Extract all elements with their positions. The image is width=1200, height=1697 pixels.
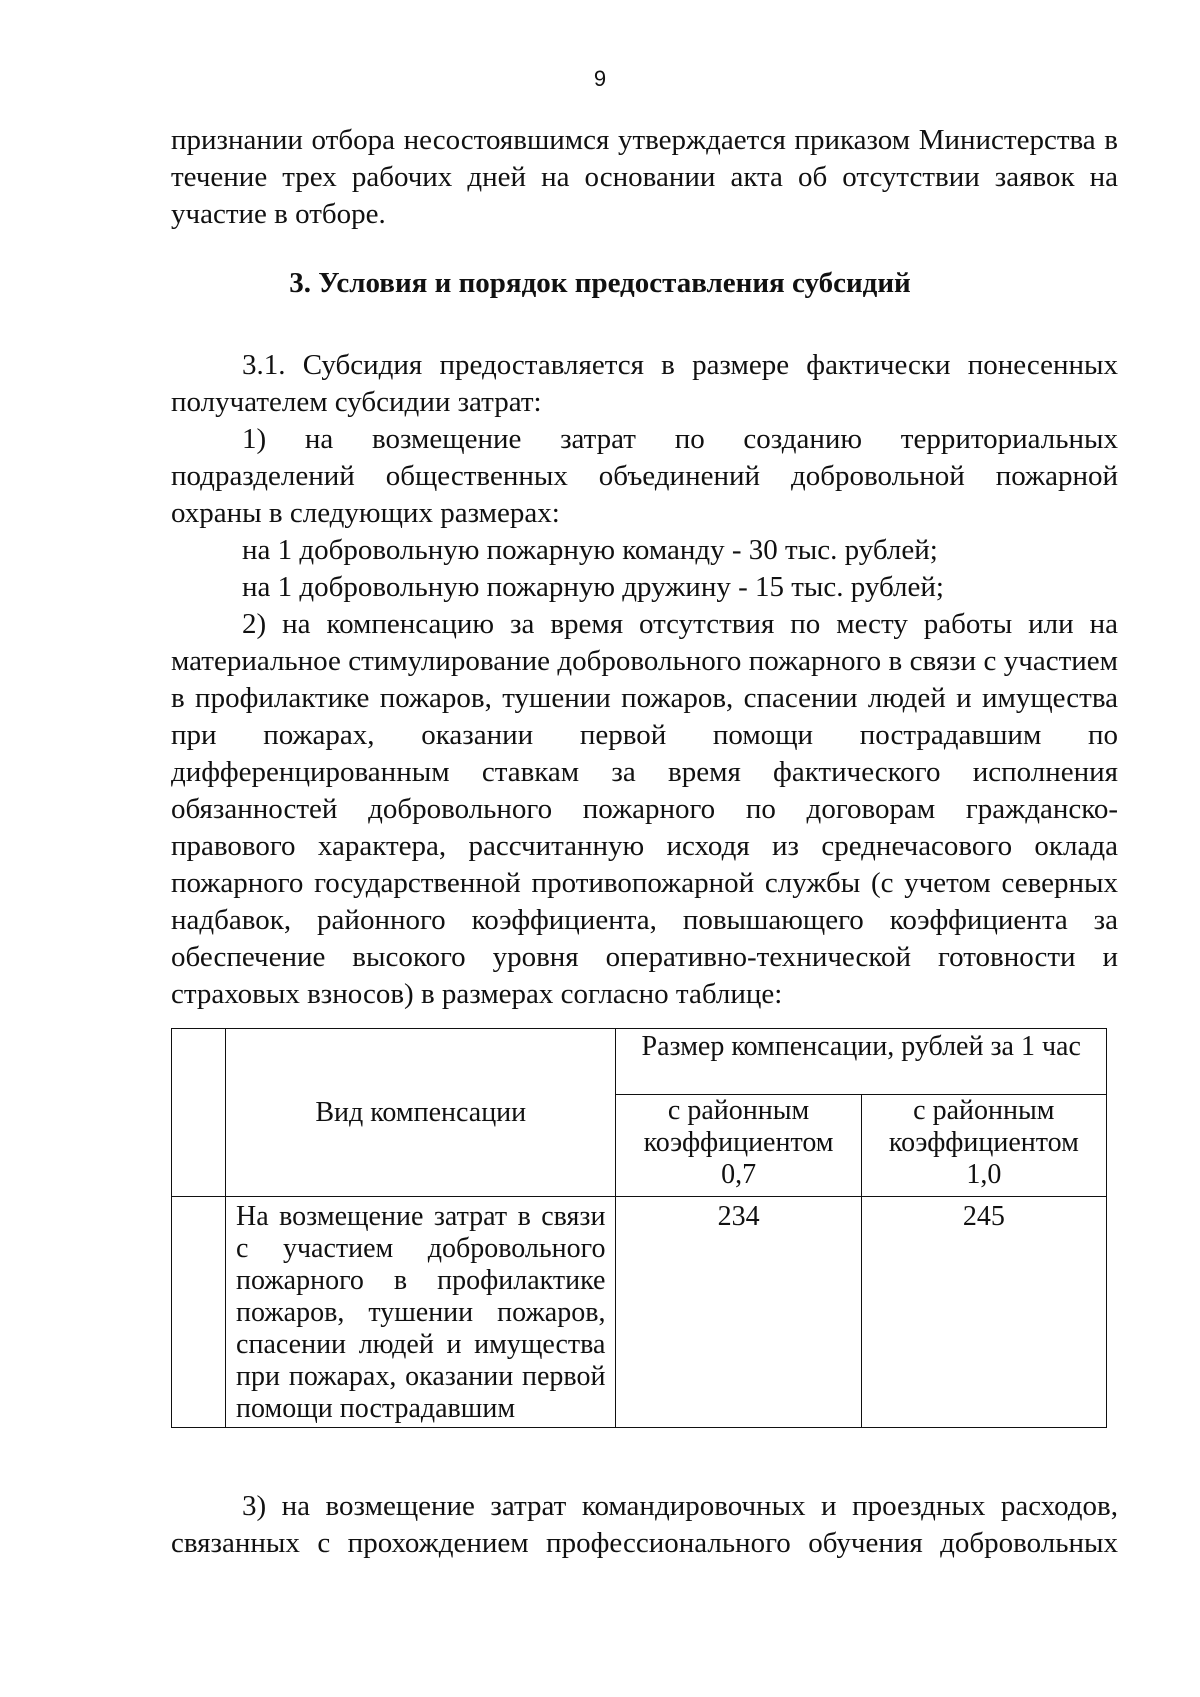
section-heading: 3. Условия и порядок предоставления субсидий: [289, 267, 911, 299]
header-kind-cell: [226, 1029, 616, 1197]
table-header-row-top: [172, 1029, 1107, 1095]
row-value-b-cell: 245: [861, 1197, 1106, 1428]
row-kind-cell: На возмещение затрат в связи с участием добровольного пожарного в профилактике пожаров, тушении пожаров, спасении людей и имущества при пожарах, оказании первой помощи пострадавшим: [226, 1197, 616, 1428]
header-col-b-label: с районным коэффициентом 1,0: [888, 1095, 1079, 1190]
header-amount-label: Размер компенсации, рублей за 1 час: [641, 1031, 1081, 1062]
section-body: [171, 347, 1118, 1013]
item-1-paragraph: 1) на возмещение затрат по созданию территориальных подразделений общественных объединений добровольной пожарной охраны в следующих размерах:: [171, 423, 1118, 529]
item-3-paragraph: 3) на возмещение затрат командировочных и проездных расходов, связанных с прохождением профессионального обучения добровольных: [171, 1490, 1118, 1559]
row-number-cell: [172, 1197, 226, 1428]
intro-paragraph-block: [171, 122, 1118, 233]
table-row: [172, 1197, 1107, 1428]
header-kind-label: Вид компенсации: [315, 1096, 527, 1128]
paragraph-3-1: 3.1. Субсидия предоставляется в размере фактически понесенных получателем субсидии затрат:: [171, 349, 1118, 418]
item-1-line-squad: на 1 добровольную пожарную дружину - 15 тыс. рублей;: [242, 571, 944, 603]
compensation-table: [171, 1028, 1107, 1428]
page-number: 9: [593, 66, 607, 91]
header-col-a-label: с районным коэффициентом 0,7: [643, 1095, 834, 1190]
header-number-cell: [172, 1029, 226, 1197]
header-col-a-cell: [616, 1095, 861, 1197]
row-value-a-cell: 234: [616, 1197, 861, 1428]
header-col-b-cell: [861, 1095, 1106, 1197]
item-2-paragraph: 2) на компенсацию за время отсутствия по месту работы или на материальное стимулирование добровольного пожарного в связи с участием в профилактике пожаров, тушении пожаров, спасении людей и имущества при пожарах, оказании первой помощи пострадавшим по дифференцированным ставкам за время фактического исполнения обязанностей добровольного пожарного по договорам гражданско-правового характера, рассчитанную исходя из среднечасового оклада пожарного государственной противопожарной службы (с учетом северных надбавок, районного коэффициента, повышающего коэффициента за обеспечение высокого уровня оперативно-технической готовности и страховых взносов) в размерах согласно таблице:: [171, 608, 1118, 1010]
header-amount-cell: [616, 1029, 1107, 1095]
item-1-line-team: на 1 добровольную пожарную команду - 30 тыс. рублей;: [242, 534, 938, 566]
item-3-block: [171, 1488, 1118, 1562]
intro-paragraph: признании отбора несостоявшимся утверждается приказом Министерства в течение трех рабочих дней на основании акта об отсутствии заявок на участие в отборе.: [171, 124, 1118, 230]
